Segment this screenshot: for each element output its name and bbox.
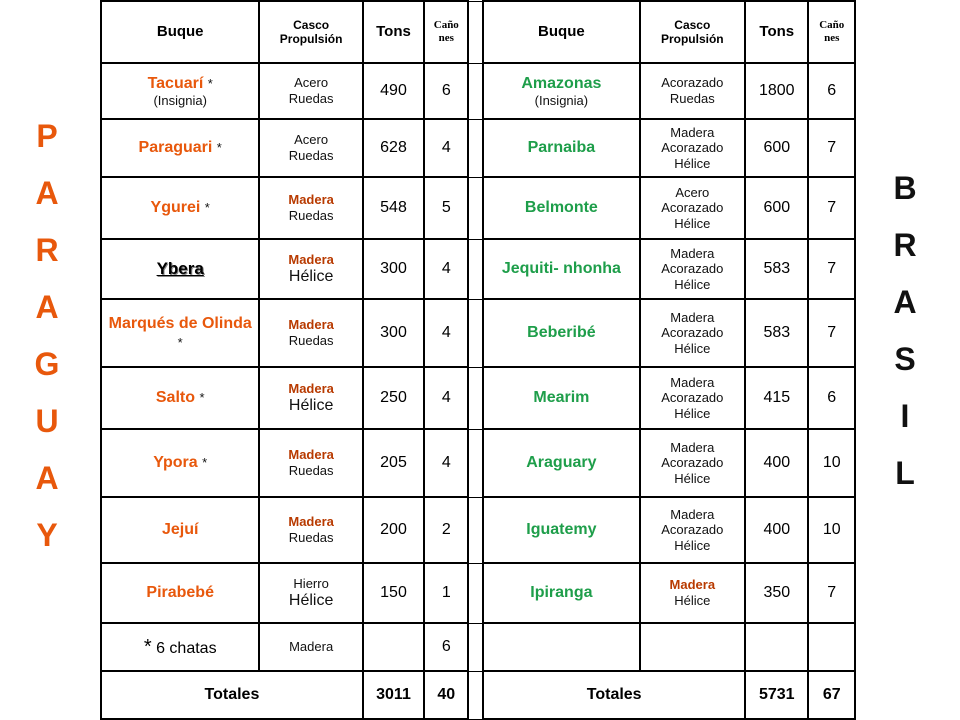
paraguay-guns: 4 <box>424 429 468 497</box>
paraguay-hull-cell <box>259 239 362 299</box>
propulsion: Hélice <box>288 397 334 415</box>
paraguay-guns: 4 <box>424 239 468 299</box>
brasil-tons: 400 <box>745 429 808 497</box>
paraguay-letter: P <box>36 118 58 154</box>
chatas-hull: Madera <box>259 623 362 671</box>
brasil-guns: 7 <box>808 177 855 239</box>
brasil-tons: 583 <box>745 299 808 367</box>
hull-line: Hélice <box>674 537 711 553</box>
hull-line: Hélice <box>674 215 711 231</box>
header-tons: Tons <box>745 1 808 63</box>
brasil-letter: R <box>893 227 917 263</box>
brasil-letter: A <box>893 284 917 320</box>
table-gap <box>468 299 483 367</box>
paraguay-tons: 150 <box>363 563 424 623</box>
paraguay-ship-name: Paraguari <box>138 139 213 157</box>
paraguay-hull-cell <box>259 299 362 367</box>
brasil-hull-cell <box>640 299 746 367</box>
hull-line: Acorazado <box>661 75 724 91</box>
propulsion: Ruedas <box>288 333 334 348</box>
paraguay-hull-cell <box>259 429 362 497</box>
propulsion: Ruedas <box>288 91 334 106</box>
paraguay-tons: 200 <box>363 497 424 563</box>
hull-line: Acorazado <box>661 325 724 341</box>
hull-material: Madera <box>288 192 334 208</box>
paraguay-guns: 2 <box>424 497 468 563</box>
table-gap <box>468 1 483 63</box>
brasil-guns: 10 <box>808 429 855 497</box>
paraguay-guns: 4 <box>424 299 468 367</box>
hull-line: Acorazado <box>661 455 724 471</box>
propulsion: Ruedas <box>288 530 334 545</box>
brasil-letter: S <box>894 341 916 377</box>
paraguay-ship-name: Tacuarí <box>147 74 204 92</box>
table-gap <box>468 671 483 719</box>
brasil-ship-name-cell <box>483 239 639 299</box>
paraguay-ship-name-cell <box>101 299 259 367</box>
paraguay-ship-name-cell <box>101 497 259 563</box>
hull-line: Madera <box>670 439 715 455</box>
hull-material: Madera <box>288 380 334 396</box>
chata-mark: * <box>216 140 222 156</box>
paraguay-totals-label: Totales <box>101 671 363 719</box>
ship-row <box>101 563 855 623</box>
paraguay-ship-name: Ybera <box>156 258 204 278</box>
brasil-totals-label: Totales <box>483 671 745 719</box>
table-gap <box>468 497 483 563</box>
brasil-guns: 7 <box>808 119 855 177</box>
paraguay-letter: G <box>34 346 60 382</box>
paraguay-guns: 4 <box>424 119 468 177</box>
brasil-letter: L <box>895 455 915 491</box>
paraguay-ship-name: Salto <box>155 389 195 407</box>
fleet-table-body <box>101 1 855 719</box>
hull-line: Madera <box>670 374 715 390</box>
paraguay-ship-name: Ygurei <box>150 199 201 217</box>
fleet-comparison-table <box>100 0 856 720</box>
header-casco: Casco Propulsión <box>259 1 362 63</box>
paraguay-ship-name: Pirabebé <box>146 584 214 602</box>
paraguay-ship-name-cell <box>101 367 259 429</box>
paraguay-guns: 5 <box>424 177 468 239</box>
hull-line: Hélice <box>674 155 711 171</box>
brasil-tons: 583 <box>745 239 808 299</box>
hull-material: Madera <box>288 251 334 267</box>
brasil-hull-cell <box>640 119 746 177</box>
brasil-guns: 10 <box>808 497 855 563</box>
ship-row <box>101 299 855 367</box>
hull-line: Hélice <box>674 276 711 292</box>
propulsion: Ruedas <box>288 463 334 478</box>
paraguay-hull-cell <box>259 497 362 563</box>
brasil-hull-cell <box>640 367 746 429</box>
brasil-guns: 7 <box>808 299 855 367</box>
brasil-ship-name: Araguary <box>526 454 597 472</box>
ship-row <box>101 429 855 497</box>
brasil-tons: 600 <box>745 177 808 239</box>
brasil-hull-cell <box>640 563 746 623</box>
brasil-ship-name-cell <box>483 367 639 429</box>
hull-line: Acorazado <box>661 261 724 277</box>
paraguay-total-tons: 3011 <box>363 671 424 719</box>
paraguay-hull-cell <box>259 367 362 429</box>
brasil-tons: 400 <box>745 497 808 563</box>
ship-row <box>101 63 855 119</box>
paraguay-tons: 490 <box>363 63 424 119</box>
paraguay-ship-name: Jejuí <box>161 521 199 539</box>
paraguay-letter: A <box>35 460 59 496</box>
paraguay-letter: U <box>35 403 59 439</box>
brasil-hull-cell <box>640 429 746 497</box>
brasil-letter: I <box>900 398 910 434</box>
hull-line: Acorazado <box>661 522 724 538</box>
chata-mark: * <box>204 200 210 216</box>
hull-line: Acorazado <box>661 200 724 216</box>
ship-row <box>101 239 855 299</box>
brasil-guns: 6 <box>808 63 855 119</box>
paraguay-guns: 4 <box>424 367 468 429</box>
table-gap <box>468 623 483 671</box>
hull-line: Ruedas <box>669 91 715 106</box>
paraguay-hull-cell <box>259 119 362 177</box>
chatas-guns: 6 <box>424 623 468 671</box>
brasil-ship-name-cell <box>483 299 639 367</box>
empty-cell <box>483 623 639 671</box>
chatas-label-cell <box>101 623 259 671</box>
paraguay-tons: 250 <box>363 367 424 429</box>
brasil-tons: 415 <box>745 367 808 429</box>
paraguay-ship-name-cell <box>101 239 259 299</box>
brasil-hull-cell <box>640 63 746 119</box>
empty-cell <box>640 623 746 671</box>
paraguay-ship-name-cell <box>101 563 259 623</box>
brasil-hull-cell <box>640 177 746 239</box>
propulsion: Ruedas <box>288 208 334 223</box>
paraguay-guns: 6 <box>424 63 468 119</box>
hull-material: Madera <box>288 514 334 530</box>
paraguay-ship-name: Marqués de Olinda <box>108 314 252 332</box>
paraguay-letter: A <box>35 289 59 325</box>
ship-row <box>101 497 855 563</box>
chata-mark: * <box>177 335 183 350</box>
table-gap <box>468 563 483 623</box>
brasil-tons: 600 <box>745 119 808 177</box>
brasil-tons: 1800 <box>745 63 808 119</box>
hull-line: Hélice <box>674 340 711 356</box>
paraguay-hull-cell <box>259 63 362 119</box>
brasil-letter: B <box>893 170 917 206</box>
empty-cell <box>808 623 855 671</box>
brasil-ship-name-cell <box>483 563 639 623</box>
paraguay-ship-name-cell <box>101 429 259 497</box>
brasil-total-tons: 5731 <box>745 671 808 719</box>
hull-line: Hélice <box>674 405 711 421</box>
header-canones: Caño nes <box>424 1 468 63</box>
hull-material: Madera <box>288 447 334 463</box>
brasil-guns: 6 <box>808 367 855 429</box>
paraguay-tons: 548 <box>363 177 424 239</box>
paraguay-ship-name: Ypora <box>153 454 198 472</box>
paraguay-ship-name-cell <box>101 119 259 177</box>
brasil-ship-name: Jequiti- nhonha <box>501 260 621 278</box>
header-casco: Casco Propulsión <box>640 1 746 63</box>
brasil-ship-name: Mearim <box>533 389 590 407</box>
paraguay-total-guns: 40 <box>424 671 468 719</box>
paraguay-tons: 205 <box>363 429 424 497</box>
propulsion: Hélice <box>288 268 334 286</box>
propulsion: Ruedas <box>288 148 334 163</box>
brasil-ship-name: Beberibé <box>527 324 596 342</box>
paraguay-hull-cell <box>259 563 362 623</box>
ship-row <box>101 119 855 177</box>
paraguay-guns: 1 <box>424 563 468 623</box>
header-canones: Caño nes <box>808 1 855 63</box>
table-gap <box>468 367 483 429</box>
chatas-row <box>101 623 855 671</box>
hull-line: Acorazado <box>661 140 724 156</box>
table-gap <box>468 429 483 497</box>
hull-line: Acero <box>675 184 710 200</box>
paraguay-hull-cell <box>259 177 362 239</box>
hull-material: Acero <box>294 75 329 91</box>
brasil-ship-name-cell <box>483 429 639 497</box>
hull-material: Madera <box>288 317 334 333</box>
chata-mark: * <box>199 390 205 406</box>
paraguay-ship-name-cell <box>101 177 259 239</box>
brasil-hull-cell <box>640 497 746 563</box>
header-buque: Buque <box>101 1 259 63</box>
hull-line: Madera <box>670 506 715 522</box>
chata-mark: * <box>207 75 213 91</box>
header-tons: Tons <box>363 1 424 63</box>
brasil-ship-name: Ipiranga <box>530 584 593 602</box>
hull-line: Acorazado <box>661 390 724 406</box>
header-buque: Buque <box>483 1 639 63</box>
hull-line: Hélice <box>674 470 711 486</box>
flagship-label: (Insignia) <box>153 92 207 108</box>
hull-line: Madera <box>670 309 715 325</box>
ship-row <box>101 177 855 239</box>
propulsion: Hélice <box>288 592 334 610</box>
header-row <box>101 1 855 63</box>
chata-mark: * <box>143 636 152 658</box>
brasil-ship-name: Iguatemy <box>526 521 597 539</box>
brasil-ship-name: Belmonte <box>524 199 598 217</box>
paraguay-tons: 300 <box>363 239 424 299</box>
flagship-label: (Insignia) <box>534 92 589 108</box>
paraguay-letter: R <box>35 232 59 268</box>
brasil-ship-name-cell <box>483 497 639 563</box>
paraguay-letter: Y <box>36 517 58 553</box>
ship-row <box>101 367 855 429</box>
brasil-ship-name-cell <box>483 177 639 239</box>
totals-row <box>101 671 855 719</box>
hull-line: Madera <box>670 245 715 261</box>
hull-material: Acero <box>294 132 329 148</box>
hull-line: Madera <box>670 124 715 140</box>
hull-line: Madera <box>669 577 716 593</box>
brasil-ship-name-cell <box>483 119 639 177</box>
brasil-hull-cell <box>640 239 746 299</box>
hull-line: Hélice <box>674 593 711 608</box>
brasil-ship-name: Parnaiba <box>527 139 596 157</box>
table-gap <box>468 63 483 119</box>
table-gap <box>468 177 483 239</box>
table-gap <box>468 119 483 177</box>
paraguay-letter: A <box>35 175 59 211</box>
brasil-guns: 7 <box>808 239 855 299</box>
paraguay-tons: 300 <box>363 299 424 367</box>
paraguay-tons: 628 <box>363 119 424 177</box>
empty-cell <box>745 623 808 671</box>
chatas-label: 6 chatas <box>156 640 217 657</box>
table-gap <box>468 239 483 299</box>
chatas-tons-empty <box>363 623 424 671</box>
brasil-guns: 7 <box>808 563 855 623</box>
brasil-total-guns: 67 <box>808 671 855 719</box>
chata-mark: * <box>202 455 208 471</box>
brasil-ship-name: Amazonas <box>521 74 602 92</box>
brasil-tons: 350 <box>745 563 808 623</box>
hull-material: Hierro <box>293 575 329 591</box>
paraguay-ship-name-cell <box>101 63 259 119</box>
brasil-ship-name-cell <box>483 63 639 119</box>
